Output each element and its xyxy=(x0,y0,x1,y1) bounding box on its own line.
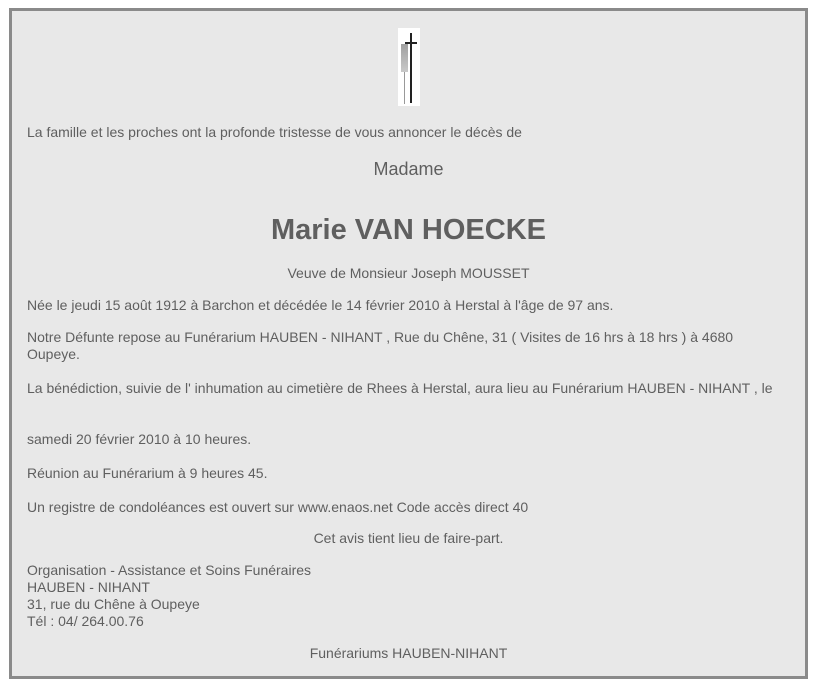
widow-line: Veuve de Monsieur Joseph MOUSSET xyxy=(287,265,530,281)
rest-text: Notre Défunte repose au Funérarium HAUBEN - NIHANT , Rue du Chêne, 31 ( Visites de 16 hrs à 18 hrs ) à 4680 Oupeye. xyxy=(27,329,734,362)
crucifix-icon xyxy=(398,28,420,106)
organisation-address: 31, rue du Chêne à Oupeye xyxy=(27,596,200,612)
register-text: Un registre de condoléances est ouvert sur www.enaos.net Code accès direct 40 xyxy=(27,499,529,515)
honorific: Madame xyxy=(373,159,444,179)
organisation-block xyxy=(27,562,787,630)
blessing-text: La bénédiction, suivie de l' inhumation au cimetière de Rhees à Herstal, aura lieu au Funérarium HAUBEN - NIHANT , le xyxy=(27,380,773,396)
deceased-name: Marie VAN HOECKE xyxy=(270,214,547,246)
birth-death-text: Née le jeudi 15 août 1912 à Barchon et décédée le 14 février 2010 à Herstal à l'âge de 97 ans. xyxy=(27,297,614,313)
notice-text: Cet avis tient lieu de faire-part. xyxy=(313,530,504,546)
footer-text: Funérariums HAUBEN-NIHANT xyxy=(309,645,508,661)
meeting-text: Réunion au Funérarium à 9 heures 45. xyxy=(27,465,268,481)
intro-text: La famille et les proches ont la profonde tristesse de vous annoncer le décès de xyxy=(27,124,522,140)
organisation-phone: Tél : 04/ 264.00.76 xyxy=(27,613,144,629)
organisation-name: HAUBEN - NIHANT xyxy=(27,579,150,595)
obituary-card xyxy=(9,8,808,679)
ceremony-date: samedi 20 février 2010 à 10 heures. xyxy=(27,431,252,447)
organisation-line: Organisation - Assistance et Soins Funéraires xyxy=(27,562,312,578)
